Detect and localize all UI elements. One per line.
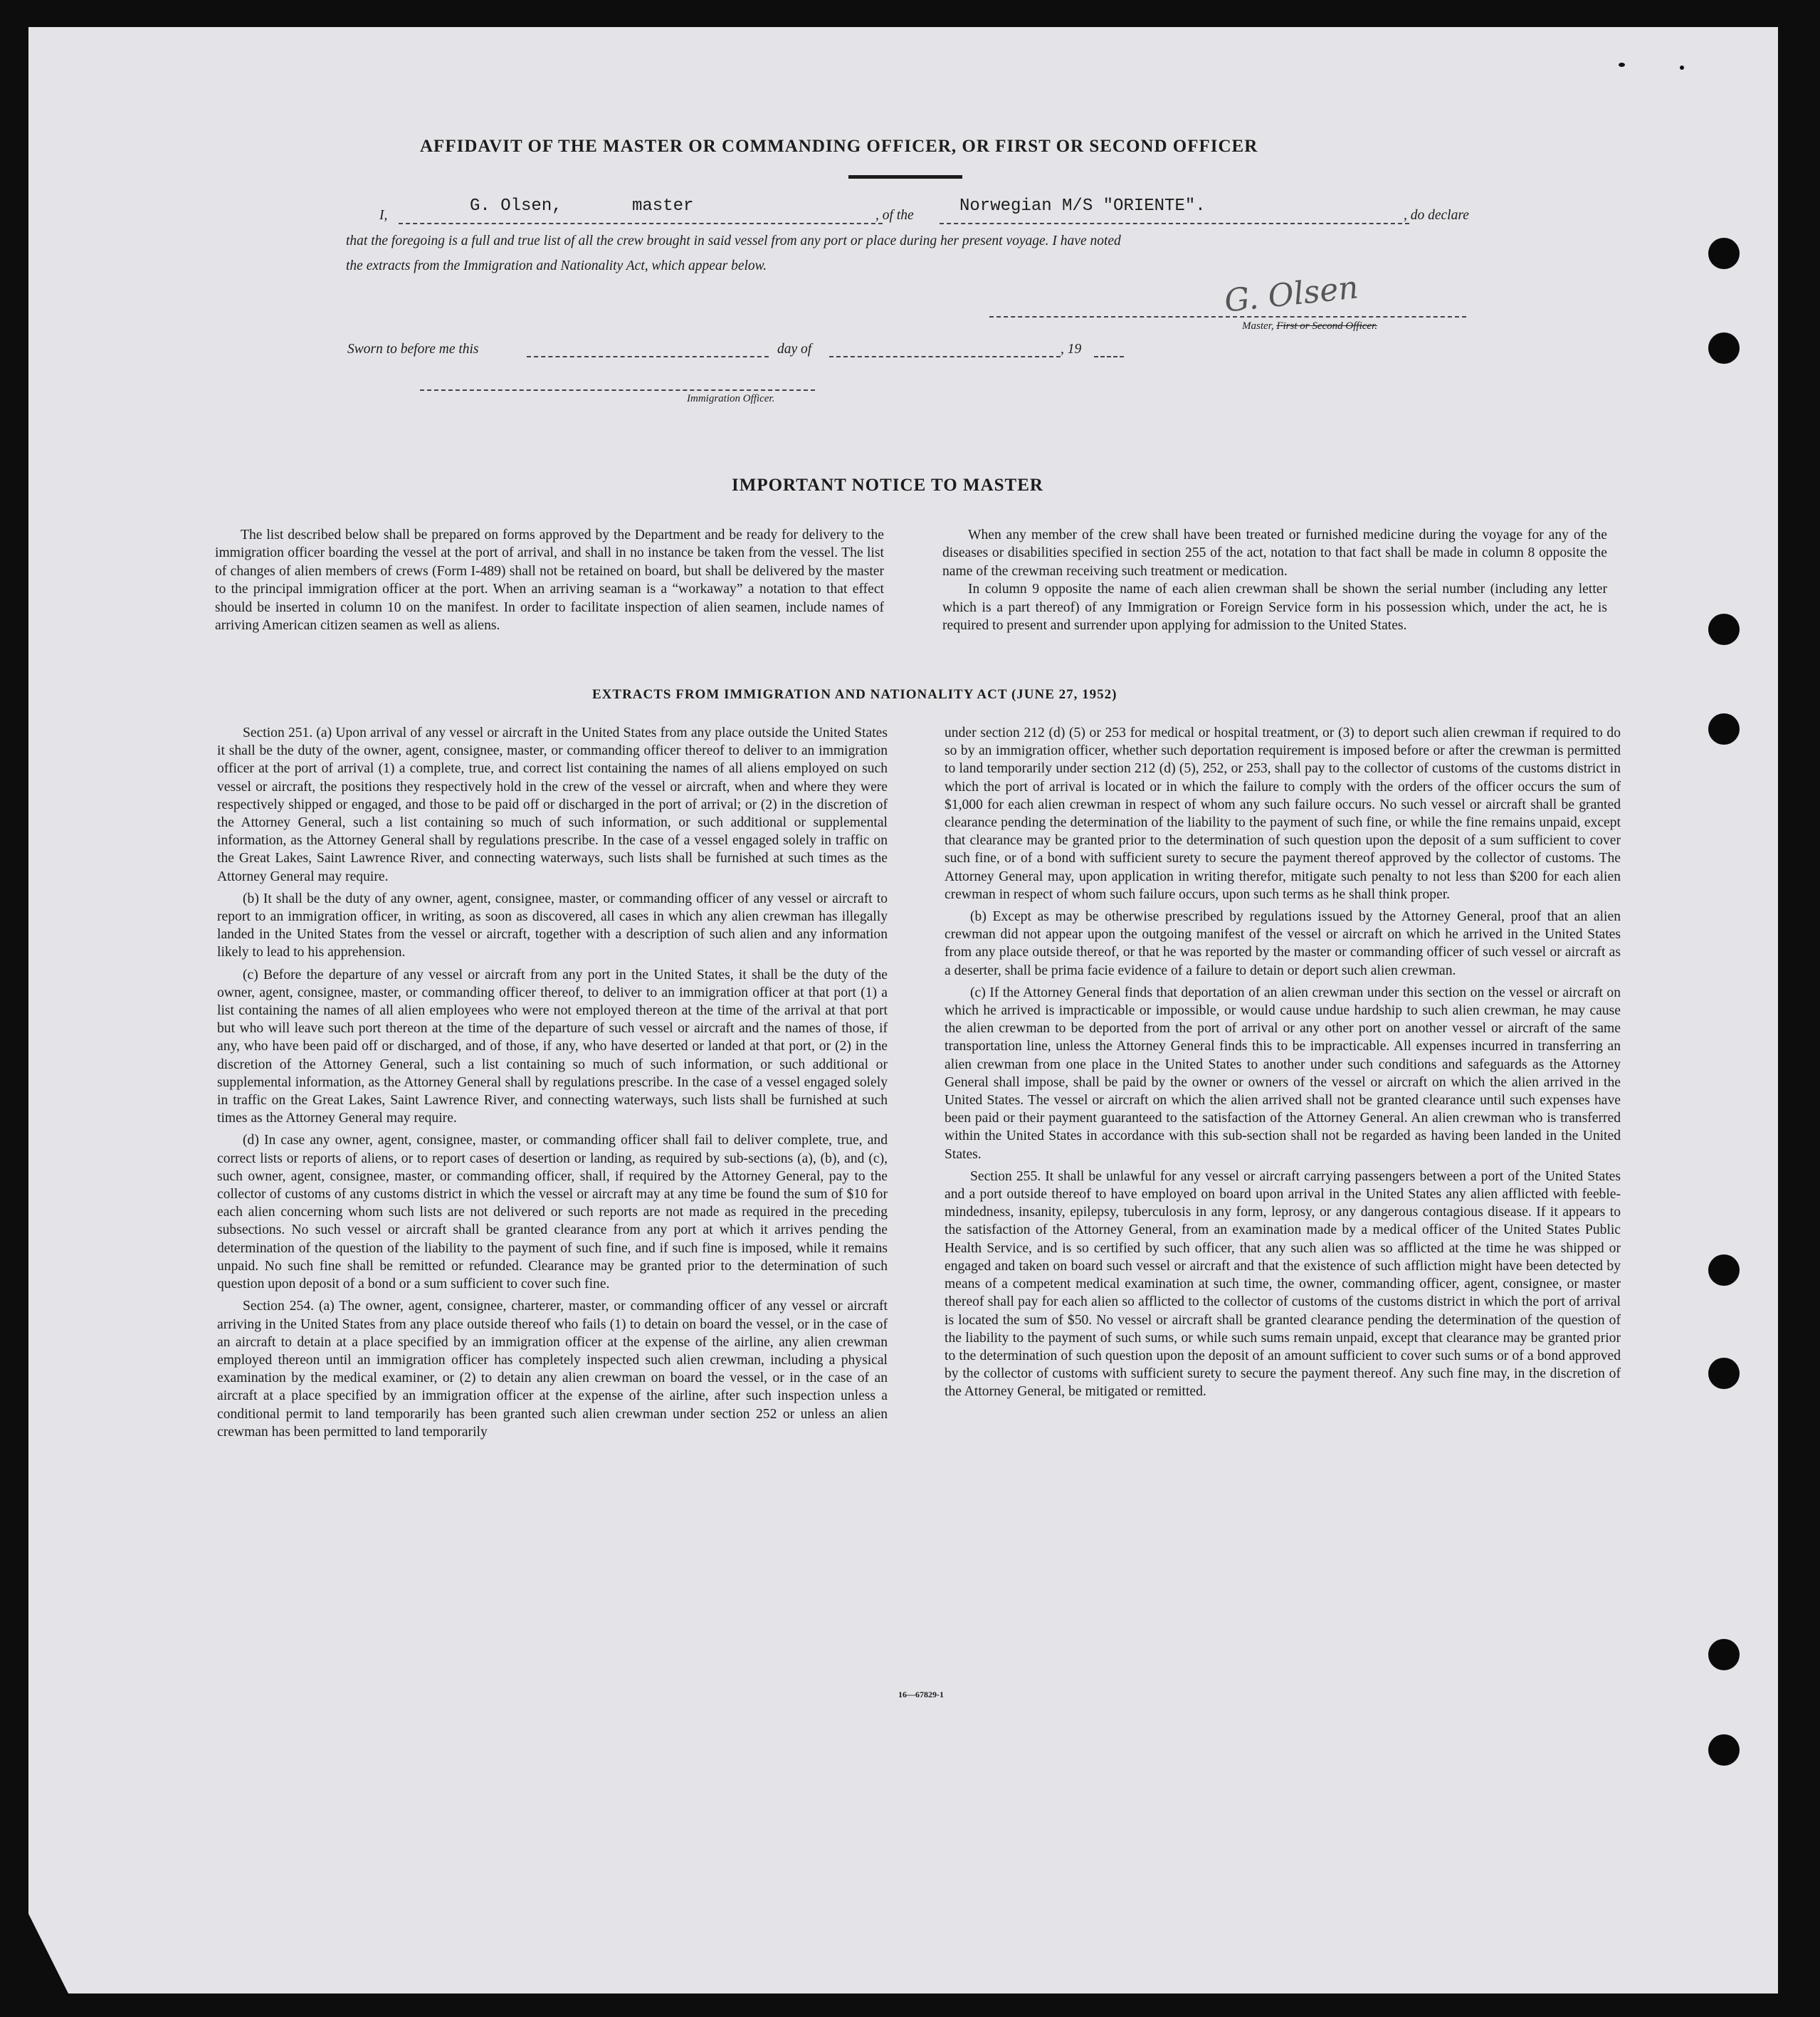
master-name: G. Olsen, <box>470 197 562 216</box>
section-251-d: (d) In case any owner, agent, consignee, master, or commanding officer shall fail to deliver complete, true, and correct lists or reports of aliens, or to report cases of desertion or landing, as required by sub-sections (a), (b), and (c), such owner, agent, consignee, master, or commanding officer, shall, if required by the Attorney General, pay to the collector of customs of any customs district in which the vessel or aircraft may at any time be found the sum of $10 for each alien concerning whom such lists are not delivered or such reports are not made as required in the preceding subsections. No such vessel or aircraft shall be granted clearance from any port at which it arrives pending the determination of the question of the liability to the payment of such fine, and if such fine is imposed, while it remains unpaid. No such fine shall be remitted or refunded. Clearance may be granted prior to the determination of such question upon deposit of a bond or a sum sufficient to cover such fine. <box>217 1133 888 1292</box>
section-254-a: Section 254. (a) The owner, agent, consignee, charterer, master, or commanding officer of any vessel or aircraft arriving in the United States from any place outside thereof who fails (1) to detain on board the vessel, or in the case of an aircraft to detain at a place specified by an immigration officer at the expense of the airline, any alien crewman employed thereon until an immigration officer has completely inspected such alien crewman, including a physical examination by the medical examiner, or (2) to detain any alien crewman on board the vessel, or in the case of an aircraft at a place specified by an immigration officer at the expense of the airline, after such inspection unless a conditional permit to land temporarily has been granted such alien crewman under section 252 or unless an alien crewman has been permitted to land temporarily <box>217 1299 888 1440</box>
section-251-b: (b) It shall be the duty of any owner, agent, consignee, master, or commanding officer of any vessel or aircraft to report to an immigration officer, in writing, as soon as discovered, all cases in which any alien crewman has illegally landed in the United States from the vessel or aircraft, together with a description of such alien and any information likely to lead to his apprehension. <box>217 891 888 960</box>
notice-right-paragraph-2: In column 9 opposite the name of each alien crewman shall be shown the serial number (including any letter which is a part thereof) of any Immigration or Foreign Service form in his possession which, under the act, he is required to present and surrender upon applying for admission to the United States. <box>942 582 1607 634</box>
statement-line-2: the extracts from the Immigration and Nationality Act, which appear below. <box>346 258 767 273</box>
section-254-a-continued: under section 212 (d) (5) or 253 for medical or hospital treatment, or (3) to deport such alien crewman if required to do so by an immigration officer, whether such deportation requirement is imposed before or after the crewman is permitted to land temporarily under section 212 (d) (5), 252, or 253, shall pay to the collector of customs of the customs district in which the port of arrival is located or in which the failure to comply with the orders of the officer occurs the sum of $1,000 for each alien crewman in respect of whom any such failure occurs. No such vessel or aircraft shall be granted clearance pending the determination of the liability to the payment of such fine, or while the fine remains unpaid, except that clearance may be granted prior to the determination of such question upon the deposit of a sum sufficient to cover such fine, or of a bond with sufficient surety to secure the payment thereof approved by the collector of customs. The Attorney General may, upon application in writing therefor, mitigate such penalty to not less than $200 for each alien crewman in respect of whom such failure occurs, upon such terms as he shall think proper. <box>945 725 1621 902</box>
punch-hole <box>1708 1254 1740 1286</box>
of-the-label: , of the <box>875 208 914 223</box>
master-signature: G. Olsen <box>1222 269 1360 320</box>
master-label: Master, <box>1242 320 1274 332</box>
extracts-right-column <box>945 724 1621 1405</box>
notice-left-paragraph: The list described below shall be prepared on forms approved by the Department and be ready for delivery to the immigration officer boarding the vessel at the port of arrival, and shall in no instance be taken from the vessel. The list of changes of alien members of crews (Form I-489) shall not be retained on board, but shall be delivered by the master to the principal immigration officer at the port. When an arriving seaman is a “workaway” a notation to that effect should be inserted in column 10 on the manifest. In order to facilitate inspection of alien seamen, include names of arriving American citizen seamen as well as aliens. <box>215 528 884 634</box>
section-254-c: (c) If the Attorney General finds that deportation of an alien crewman under this section on the vessel or aircraft on which he arrived is impracticable or impossible, or would cause undue hardship to such alien crewman, he may cause the alien crewman to be deported from the port of arrival or any other port on another vessel or aircraft of the same transportation line, unless the Attorney General finds this to be impracticable. All expenses incurred in transferring an alien crewman from one place in the United States to another under such conditions and safeguards as the Attorney General shall impose, shall be paid by the owner or owners of the vessel or aircraft on which the alien arrived in the United States. The vessel or aircraft on which the alien arrived shall not be granted clearance until such expenses have been paid or their payment guaranteed to the satisfaction of the Attorney General. An alien crewman who is transferred within the United States in accordance with this sub-section shall not be regarded as having been landed in the United States. <box>945 985 1621 1162</box>
section-254-b: (b) Except as may be otherwise prescribed by regulations issued by the Attorney General, proof that an alien crewman did not appear upon the outgoing manifest of the vessel or aircraft on which he arrived in the United States from any place outside thereof, or that he was reported by the master or commanding officer of such vessel or aircraft as a deserter, shall be prima facie evidence of a failure to detain or deport such alien crewman. <box>945 909 1621 978</box>
year-label: , 19 <box>1061 342 1082 357</box>
notice-left-column <box>215 526 884 639</box>
affidavit-title: AFFIDAVIT OF THE MASTER OR COMMANDING OFFICER, OR FIRST OR SECOND OFFICER <box>420 137 1258 156</box>
officer-signature-line <box>420 389 815 391</box>
notice-title: IMPORTANT NOTICE TO MASTER <box>732 476 1043 495</box>
sworn-label: Sworn to before me this <box>347 342 479 357</box>
sworn-day-blank <box>527 356 769 357</box>
declare-label: , do declare <box>1404 208 1469 223</box>
title-rule <box>848 175 962 179</box>
signature-line <box>989 316 1466 318</box>
punch-hole <box>1708 1358 1740 1389</box>
punch-hole <box>1708 614 1740 645</box>
section-251-c: (c) Before the departure of any vessel or aircraft from any port in the United States, it shall be the duty of the owner, agent, consignee, master, or commanding officer thereof, to deliver to an immigration officer at that port (1) a list containing the names of all alien employees who were not employed thereon at the time of the arrival at that port but who will leave such port thereon at the time of the departure of such vessel or aircraft and the names of those, if any, who have been paid off or discharged, and of those, if any, who have deserted or landed at that port, or (2) in the discretion of the Attorney General, such a list containing so much of such information, or such additional or supplemental information, as the Attorney General shall by regulations prescribe. In the case of a vessel engaged solely in traffic on the Great Lakes, Saint Lawrence River, and connecting waterways, such lists shall be furnished at such times as the Attorney General may require. <box>217 967 888 1126</box>
extracts-title: EXTRACTS FROM IMMIGRATION AND NATIONALITY ACT (JUNE 27, 1952) <box>592 687 1117 702</box>
punch-hole <box>1708 713 1740 745</box>
i-label: I, <box>379 208 388 223</box>
punch-hole <box>1708 332 1740 364</box>
master-rank: master <box>632 197 694 216</box>
sworn-month-blank <box>829 356 1061 357</box>
form-number: 16—67829-1 <box>898 1689 944 1699</box>
immigration-officer-label: Immigration Officer. <box>687 393 775 404</box>
punch-hole <box>1708 238 1740 269</box>
sworn-year-blank <box>1094 356 1124 357</box>
punch-hole <box>1708 1639 1740 1670</box>
section-255: Section 255. It shall be unlawful for any vessel or aircraft carrying passengers between a port of the United States and a port outside thereof to have employed on board upon arrival in the United States any alien afflicted with feeble-mindedness, insanity, epilepsy, tuberculosis in any form, leprosy, or any dangerous contagious disease. If it appears to the satisfaction of the Attorney General, from an examination made by a medical officer of the United States Public Health Service, and is so certified by such officer, that any such alien was so afflicted at the time he was shipped or engaged and taken on board such vessel or aircraft and that the existence of such affliction might have been detected by means of a competent medical examination at such time, the owner, commanding officer, agent, consignee, or master thereof shall pay for each alien so afflicted to the collector of customs of the customs district in which the port of arrival is located the sum of $50. No vessel or aircraft shall be granted clearance pending the determination of the question of the liability to the payment of such sums, or while such sums remain unpaid, except that clearance may be granted prior to the determination of such question upon the deposit of an amount sufficient to cover such sums or of a bond approved by the collector of customs with sufficient surety to secure the payment thereof. Any such fine may, in the discretion of the Attorney General, be mitigated or remitted. <box>945 1168 1621 1400</box>
first-second-officer-label: First or Second Officer. <box>1276 320 1377 332</box>
extracts-left-column <box>217 724 888 1445</box>
name-blank <box>399 223 883 224</box>
punch-hole <box>1708 1734 1740 1766</box>
ink-speck <box>1619 63 1625 67</box>
vessel-blank <box>940 223 1409 224</box>
vessel-name: Norwegian M/S "ORIENTE". <box>959 197 1206 216</box>
signature-caption <box>1242 320 1377 332</box>
notice-right-paragraph-1: When any member of the crew shall have been treated or furnished medicine during the voyage for any of the diseases or disabilities specified in section 255 of the act, notation to that fact shall be made in column 8 opposite the name of the crewman receiving such treatment or medication. <box>942 528 1607 579</box>
section-251-a: Section 251. (a) Upon arrival of any vessel or aircraft in the United States from any place outside the United States it shall be the duty of the owner, agent, consignee, master, or commanding officer thereof to deliver to an immigration officer at the port of arrival (1) a complete, true, and correct list containing the names of all aliens employed on such vessel or aircraft, the positions they respectively hold in the crew of the vessel or aircraft, when and where they were respectively shipped or engaged, and those to be paid off or discharged in the port of arrival; or (2) in the discretion of the Attorney General, such a list containing so much of such information, or such additional or supplemental information, as the Attorney General shall by regulations prescribe. In the case of a vessel engaged solely in traffic on the Great Lakes, Saint Lawrence River, and connecting waterways, such lists shall be furnished at such times as the Attorney General may require. <box>217 725 888 884</box>
ink-speck <box>1680 66 1684 70</box>
day-of-label: day of <box>777 342 812 357</box>
notice-right-column <box>942 526 1607 639</box>
statement-line-1: that the foregoing is a full and true list of all the crew brought in said vessel from any port or place during her present voyage. I have noted <box>346 234 1121 248</box>
